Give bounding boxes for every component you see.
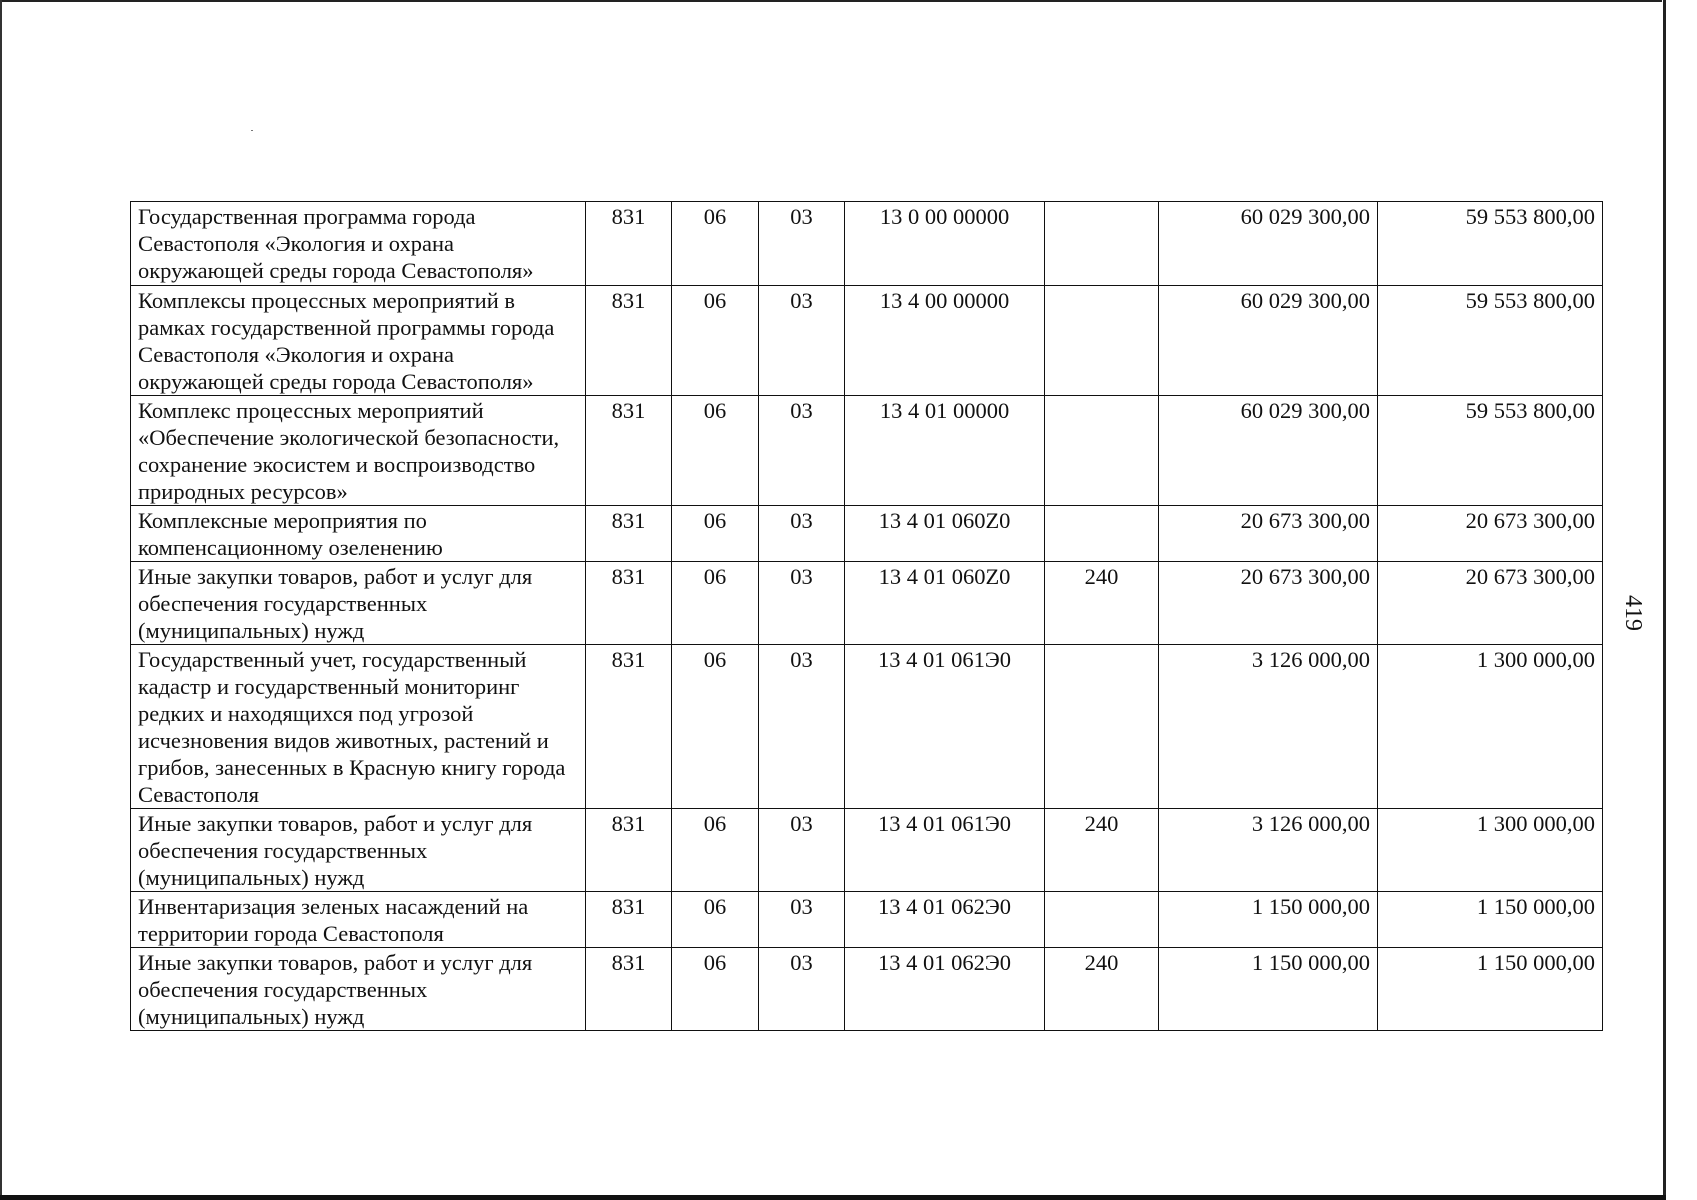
row-name: Государственная программа города Севастополя «Экология и охрана окружающей среды города Севастополя» xyxy=(131,202,586,286)
subsection-code: 03 xyxy=(759,286,845,396)
table-row xyxy=(131,892,1603,948)
expense-type-code xyxy=(1045,286,1159,396)
amount-year-1: 3 126 000,00 xyxy=(1159,809,1378,892)
row-name: Иные закупки товаров, работ и услуг для обеспечения государственных (муниципальных) нужд xyxy=(131,562,586,645)
amount-year-2: 1 150 000,00 xyxy=(1378,892,1603,948)
amount-year-2: 1 300 000,00 xyxy=(1378,645,1603,809)
expense-type-code: 240 xyxy=(1045,948,1159,1031)
amount-year-1: 20 673 300,00 xyxy=(1159,562,1378,645)
subsection-code: 03 xyxy=(759,809,845,892)
table-row xyxy=(131,562,1603,645)
budget-table xyxy=(130,201,1603,1031)
table-row xyxy=(131,645,1603,809)
section-code: 06 xyxy=(672,809,759,892)
subsection-code: 03 xyxy=(759,562,845,645)
target-article-code: 13 4 01 062Э0 xyxy=(845,892,1045,948)
row-name: Государственный учет, государственный кадастр и государственный мониторинг редких и находящихся под угрозой исчезновения видов животных, растений и грибов, занесенных в Красную книгу города Севастополя xyxy=(131,645,586,809)
expense-type-code xyxy=(1045,645,1159,809)
section-code: 06 xyxy=(672,645,759,809)
expense-type-code xyxy=(1045,202,1159,286)
amount-year-2: 59 553 800,00 xyxy=(1378,396,1603,506)
grbs-code: 831 xyxy=(586,809,672,892)
grbs-code: 831 xyxy=(586,202,672,286)
grbs-code: 831 xyxy=(586,286,672,396)
expense-type-code: 240 xyxy=(1045,562,1159,645)
target-article-code: 13 4 01 061Э0 xyxy=(845,645,1045,809)
section-code: 06 xyxy=(672,286,759,396)
amount-year-1: 60 029 300,00 xyxy=(1159,286,1378,396)
table-row xyxy=(131,809,1603,892)
expense-type-code: 240 xyxy=(1045,809,1159,892)
grbs-code: 831 xyxy=(586,396,672,506)
page-number: 419 xyxy=(1620,595,1646,631)
row-name: Иные закупки товаров, работ и услуг для обеспечения государственных (муниципальных) нужд xyxy=(131,809,586,892)
amount-year-1: 60 029 300,00 xyxy=(1159,202,1378,286)
table-row xyxy=(131,396,1603,506)
row-name: Комплексы процессных мероприятий в рамках государственной программы города Севастополя «Экология и охрана окружающей среды города Севастополя» xyxy=(131,286,586,396)
amount-year-2: 59 553 800,00 xyxy=(1378,286,1603,396)
amount-year-2: 59 553 800,00 xyxy=(1378,202,1603,286)
target-article-code: 13 4 00 00000 xyxy=(845,286,1045,396)
scan-speck xyxy=(251,130,253,131)
amount-year-1: 3 126 000,00 xyxy=(1159,645,1378,809)
section-code: 06 xyxy=(672,396,759,506)
grbs-code: 831 xyxy=(586,506,672,562)
table-row xyxy=(131,948,1603,1031)
amount-year-2: 20 673 300,00 xyxy=(1378,506,1603,562)
expense-type-code xyxy=(1045,506,1159,562)
subsection-code: 03 xyxy=(759,948,845,1031)
target-article-code: 13 4 01 062Э0 xyxy=(845,948,1045,1031)
amount-year-2: 20 673 300,00 xyxy=(1378,562,1603,645)
table-row xyxy=(131,506,1603,562)
scan-border-right xyxy=(1663,0,1666,1200)
target-article-code: 13 4 01 061Э0 xyxy=(845,809,1045,892)
section-code: 06 xyxy=(672,948,759,1031)
subsection-code: 03 xyxy=(759,506,845,562)
grbs-code: 831 xyxy=(586,948,672,1031)
subsection-code: 03 xyxy=(759,396,845,506)
table-row xyxy=(131,202,1603,286)
subsection-code: 03 xyxy=(759,202,845,286)
scan-border-left xyxy=(0,0,2,1200)
expense-type-code xyxy=(1045,396,1159,506)
row-name: Комплекс процессных мероприятий «Обеспечение экологической безопасности, сохранение экосистем и воспроизводство природных ресурсов» xyxy=(131,396,586,506)
amount-year-1: 1 150 000,00 xyxy=(1159,892,1378,948)
subsection-code: 03 xyxy=(759,645,845,809)
grbs-code: 831 xyxy=(586,892,672,948)
amount-year-1: 1 150 000,00 xyxy=(1159,948,1378,1031)
target-article-code: 13 0 00 00000 xyxy=(845,202,1045,286)
target-article-code: 13 4 01 060Z0 xyxy=(845,562,1045,645)
section-code: 06 xyxy=(672,202,759,286)
expense-type-code xyxy=(1045,892,1159,948)
grbs-code: 831 xyxy=(586,645,672,809)
amount-year-1: 60 029 300,00 xyxy=(1159,396,1378,506)
target-article-code: 13 4 01 00000 xyxy=(845,396,1045,506)
table-row xyxy=(131,286,1603,396)
subsection-code: 03 xyxy=(759,892,845,948)
section-code: 06 xyxy=(672,562,759,645)
section-code: 06 xyxy=(672,892,759,948)
amount-year-2: 1 150 000,00 xyxy=(1378,948,1603,1031)
row-name: Иные закупки товаров, работ и услуг для обеспечения государственных (муниципальных) нужд xyxy=(131,948,586,1031)
amount-year-2: 1 300 000,00 xyxy=(1378,809,1603,892)
scan-border-top xyxy=(0,0,1662,2)
row-name: Комплексные мероприятия по компенсационному озеленению xyxy=(131,506,586,562)
row-name: Инвентаризация зеленых насаждений на территории города Севастополя xyxy=(131,892,586,948)
amount-year-1: 20 673 300,00 xyxy=(1159,506,1378,562)
grbs-code: 831 xyxy=(586,562,672,645)
scan-border-bottom xyxy=(0,1195,1666,1200)
section-code: 06 xyxy=(672,506,759,562)
target-article-code: 13 4 01 060Z0 xyxy=(845,506,1045,562)
